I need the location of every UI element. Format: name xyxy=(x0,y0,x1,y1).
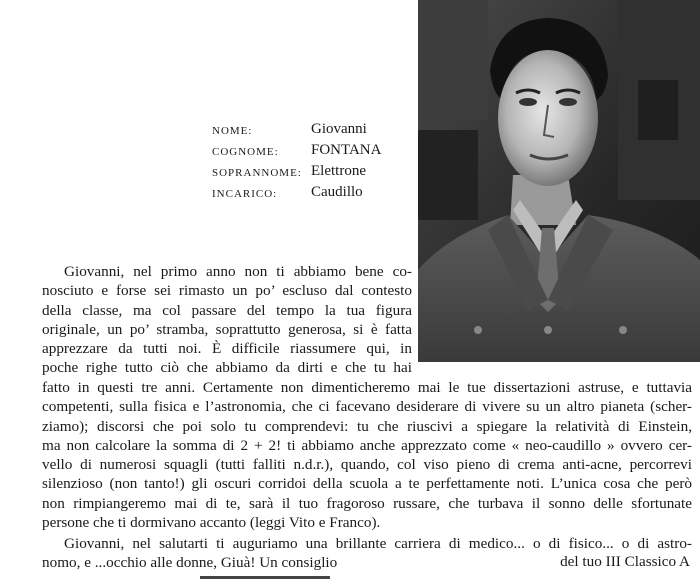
field-value: Elettrone xyxy=(311,163,366,179)
portrait-drawing xyxy=(418,0,700,362)
field-label: NOME: xyxy=(212,125,253,137)
body-line: Giovanni, nel primo anno non ti abbiamo bene co- xyxy=(64,263,412,280)
body-line: competenti, sulla fisica e l’astronomia, che ci facevano desiderare di vivere su un altro pianeta (scher- xyxy=(42,398,692,416)
field-value: Caudillo xyxy=(311,184,363,200)
closing-line: nomo, e ...occhio alle donne, Giuà! Un consiglio xyxy=(42,554,338,572)
body-paragraph-wide xyxy=(42,378,692,532)
divider xyxy=(200,576,330,579)
closing-line: Giovanni, nel salutarti ti auguriamo una brillante carriera di medico... o di fisico... o di astro- xyxy=(64,535,692,552)
field-label: INCARICO: xyxy=(212,188,278,200)
body-line: originale, un po’ stramba, soprattutto generosa, si è fatta xyxy=(42,320,412,338)
field-value: FONTANA xyxy=(311,142,382,158)
body-line: apprezzare da tutti noi. È difficile riassumere qui, in xyxy=(42,340,412,358)
body-line: non rimpiangeremo mai di te, sarà il tuo fragoroso russare, che turbava il sonno delle sfortunate xyxy=(42,494,692,512)
portrait-photo xyxy=(418,0,700,362)
field-value: Giovanni xyxy=(311,121,367,137)
body-line: persone che ti dormivano accanto (leggi Vito e Franco). xyxy=(42,514,381,532)
field-label: COGNOME: xyxy=(212,146,279,158)
body-line: fatto in questi tre anni. Certamente non dimenticheremo mai le tue dissertazioni astruse, e tuttavia xyxy=(42,379,692,396)
signature: del tuo III Classico A xyxy=(560,553,690,570)
field-label: SOPRANNOME: xyxy=(212,167,302,179)
body-line: ziamo); discorsi che poi solo tu comprendevi: tu che riuscivi a spiegare la relatività di Einstein, xyxy=(42,417,692,435)
body-paragraph-narrow xyxy=(42,262,412,378)
body-line: silenzioso (non tanto!) gli oscuri corridoi della scuola a te perfettamente noti. L’unica cosa che però xyxy=(42,475,692,493)
body-line: ma non calcolare la somma di 2 + 2! ti abbiamo anche apprezzato come « neo-caudillo » ovvero cer- xyxy=(42,436,692,454)
body-line: vello di numerosi squagli (tutti falliti n.d.r.), quando, col viso pieno di crema anti-acne, percorrevi xyxy=(42,456,692,474)
body-line: poche righe tutto ciò che abbiamo da dirti e che tu hai xyxy=(42,359,412,377)
body-line: della classe, ma col passare del tempo la tua figura xyxy=(42,301,412,319)
body-line: nosciuto e forse sei rimasto un po’ escluso dal contesto xyxy=(42,282,412,300)
